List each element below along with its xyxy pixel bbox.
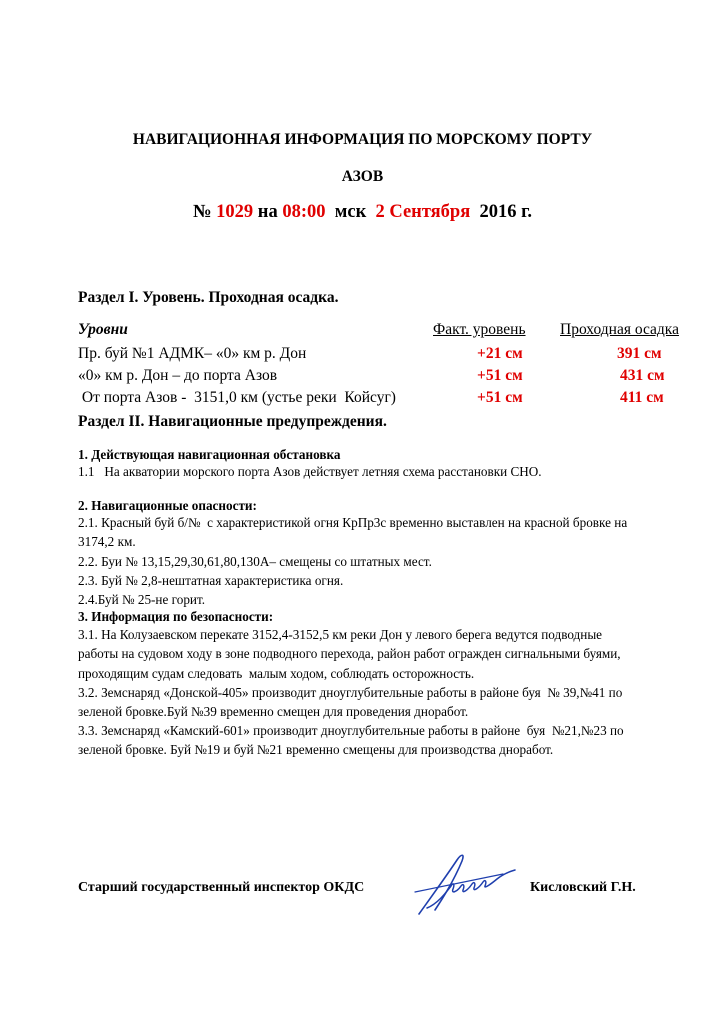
draft-column-header: Проходная осадка: [560, 321, 679, 338]
warning-line: проходящим судам следовать малым ходом, соблюдать осторожность.: [78, 666, 475, 681]
warning-line: 2.1. Красный буй б/№ с характеристикой огня КрПр3с временно выставлен на красной бровке на: [78, 515, 628, 530]
on-word: на: [253, 202, 283, 222]
subsection-title: 2. Навигационные опасности:: [78, 498, 257, 513]
issue-date: 2 Сентября: [375, 202, 471, 222]
signatory-name: Кисловский Г.Н.: [530, 880, 636, 895]
level-row-draft: 431 см: [620, 367, 665, 384]
signatory-position: Старший государственный инспектор ОКДС: [78, 880, 365, 895]
level-row-draft: 391 см: [617, 345, 662, 362]
warning-line: 2.3. Буй № 2,8-нештатная характеристика огня.: [78, 573, 344, 588]
level-row-fact: +51 см: [477, 367, 523, 384]
warning-line: 2.4.Буй № 25-не горит.: [78, 592, 206, 607]
issue-year: 2016 г.: [470, 202, 533, 222]
warning-line: работы на судовом ходу в зоне подводного перехода, район работ огражден сигнальными буями,: [78, 646, 621, 661]
number-sign: №: [192, 202, 217, 222]
warning-line: 1.1 На акватории морского порта Азов действует летняя схема расстановки СНО.: [78, 464, 542, 479]
warning-line: зеленой бровке.Буй №39 временно смещен для проведения дноработ.: [78, 704, 469, 719]
level-row-name: Пр. буй №1 АДМК– «0» км р. Дон: [78, 345, 307, 362]
warning-line: зеленой бровке. Буй №19 и буй №21 временно смещены для производства дноработ.: [78, 742, 554, 757]
section2-title: Раздел II. Навигационные предупреждения.: [78, 413, 387, 430]
level-row-fact: +21 см: [477, 345, 523, 362]
timezone: мск: [325, 202, 376, 222]
issue-number: 1029: [216, 202, 254, 222]
port-name: АЗОВ: [341, 168, 384, 185]
level-row-name: От порта Азов - 3151,0 км (устье реки Койсуг): [78, 389, 396, 406]
warning-line: 3174,2 км.: [78, 534, 136, 549]
subsection-title: 3. Информация по безопасности:: [78, 609, 274, 624]
handwritten-signature: [405, 848, 520, 920]
document-title: НАВИГАЦИОННАЯ ИНФОРМАЦИЯ ПО МОРСКОМУ ПОРТУ: [132, 131, 593, 148]
level-row-draft: 411 см: [620, 389, 664, 406]
warning-line: 3.2. Земснаряд «Донской-405» производит дноуглубительные работы в районе буя № 39,№41 по: [78, 685, 623, 700]
warning-line: 3.1. На Колузаевском перекате 3152,4-3152,5 км реки Дон у левого берега ведутся подводные: [78, 627, 603, 642]
levels-column-header: Уровни: [78, 321, 128, 338]
level-row-fact: +51 см: [477, 389, 523, 406]
issue-line: [0, 202, 725, 223]
warning-line: 2.2. Буи № 13,15,29,30,61,80,130А– смещены со штатных мест.: [78, 554, 432, 569]
fact-level-column-header: Факт. уровень: [433, 321, 526, 338]
level-row-name: «0» км р. Дон – до порта Азов: [78, 367, 278, 384]
warning-line: 3.3. Земснаряд «Камский-601» производит дноуглубительные работы в районе буя №21,№23 по: [78, 723, 624, 738]
section1-title: Раздел I. Уровень. Проходная осадка.: [78, 289, 339, 306]
subsection-title: 1. Действующая навигационная обстановка: [78, 447, 341, 462]
issue-time: 08:00: [282, 202, 326, 222]
